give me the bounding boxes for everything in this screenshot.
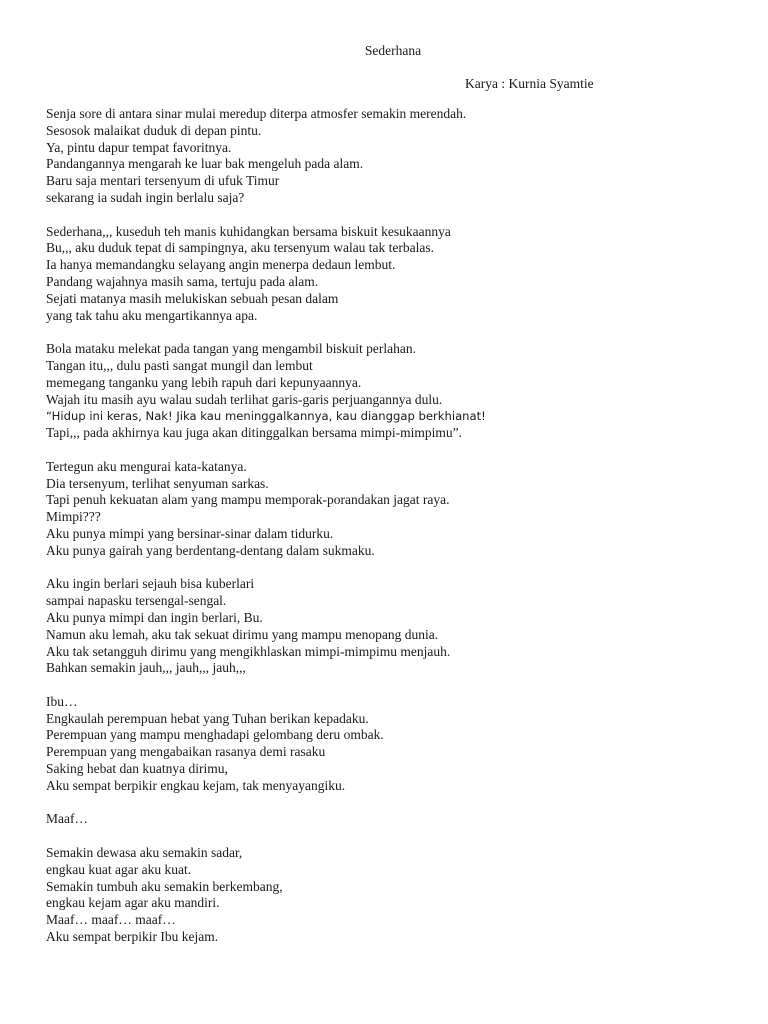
poem-line: Sederhana,,, kuseduh teh manis kuhidangkan bersama biskuit kesukaannya xyxy=(46,223,451,239)
poem-line: Aku punya mimpi dan ingin berlari, Bu. xyxy=(46,609,263,625)
poem-line: Tapi penuh kekuatan alam yang mampu memporak-porandakan jagat raya. xyxy=(46,492,450,508)
stanza-3 xyxy=(46,341,726,442)
poem-body xyxy=(46,106,726,963)
poem-line: sekarang ia sudah ingin berlalu saja? xyxy=(46,189,245,205)
quoted-line: Tapi,,, pada akhirnya kau juga akan ditinggalkan bersama mimpi-mimpimu”. xyxy=(46,425,462,441)
poem-line: memegang tanganku yang lebih rapuh dari kepunyaannya. xyxy=(46,374,362,390)
poem-line: Aku ingin berlari sejauh bisa kuberlari xyxy=(46,576,255,592)
poem-line: Aku tak setangguh dirimu yang mengikhlaskan mimpi-mimpimu menjauh. xyxy=(46,643,451,659)
poem-line: sampai napasku tersengal-sengal. xyxy=(46,593,227,609)
poem-line: engkau kejam agar aku mandiri. xyxy=(46,895,220,911)
poem-line: Sejati matanya masih melukiskan sebuah pesan dalam xyxy=(46,290,339,306)
poem-line: Semakin tumbuh aku semakin berkembang, xyxy=(46,878,283,894)
poem-line: Senja sore di antara sinar mulai meredup diterpa atmosfer semakin merendah. xyxy=(46,106,467,121)
poem-line: Pandang wajahnya masih sama, tertuju pada alam. xyxy=(46,273,319,289)
poem-line: Ia hanya memandangku selayang angin menerpa dedaun lembut. xyxy=(46,257,396,273)
poem-line: Dia tersenyum, terlihat senyuman sarkas. xyxy=(46,475,269,491)
poem-line: Perempuan yang mampu menghadapi gelombang deru ombak. xyxy=(46,727,384,743)
poem-line: Aku punya gairah yang berdentang-dentang dalam sukmaku. xyxy=(46,542,375,558)
stanza-6 xyxy=(46,694,726,795)
poem-line: yang tak tahu aku mengartikannya apa. xyxy=(46,307,258,323)
poem-line: Perempuan yang mengabaikan rasanya demi rasaku xyxy=(46,744,326,760)
poem-line: Engkaulah perempuan hebat yang Tuhan berikan kepadaku. xyxy=(46,710,369,726)
poem-line: Semakin dewasa aku semakin sadar, xyxy=(46,845,243,861)
stanza-1 xyxy=(46,106,726,207)
poem-line: Bahkan semakin jauh,,, jauh,,, jauh,,, xyxy=(46,660,246,676)
poem-line: Bola mataku melekat pada tangan yang mengambil biskuit perlahan. xyxy=(46,341,417,357)
poem-line: Tangan itu,,, dulu pasti sangat mungil dan lembut xyxy=(46,357,313,373)
poem-line: Pandangannya mengarah ke luar bak mengeluh pada alam. xyxy=(46,156,364,172)
poem-line: Wajah itu masih ayu walau sudah terlihat garis-garis perjuangannya dulu. xyxy=(46,391,443,407)
poem-line: Maaf… maaf… maaf… xyxy=(46,912,176,928)
quoted-line: “Hidup ini keras, Nak! Jika kau meninggalkannya, kau dianggap berkhianat! xyxy=(46,409,486,424)
stanza-5 xyxy=(46,576,726,677)
poem-line: Saking hebat dan kuatnya dirimu, xyxy=(46,761,228,777)
poem-title: Sederhana xyxy=(364,43,422,58)
poem-line: Mimpi??? xyxy=(46,509,101,525)
stanza-2 xyxy=(46,224,726,325)
poem-line: Ya, pintu dapur tempat favoritnya. xyxy=(46,139,232,155)
poem-line: Aku sempat berpikir Ibu kejam. xyxy=(46,929,219,945)
poem-line: Ibu… xyxy=(46,693,78,709)
stanza-4 xyxy=(46,459,726,560)
poem-line: Bu,,, aku duduk tepat di sampingnya, aku tersenyum walau tak terbalas. xyxy=(46,240,435,256)
author-line: Karya : Kurnia Syamtie xyxy=(465,76,594,91)
poem-line: Namun aku lemah, aku tak sekuat dirimu yang mampu menopang dunia. xyxy=(46,626,439,642)
poem-line: Sesosok malaikat duduk di depan pintu. xyxy=(46,122,262,138)
stanza-7 xyxy=(46,811,726,828)
poem-line: Aku punya mimpi yang bersinar-sinar dalam tidurku. xyxy=(46,525,334,541)
poem-line: Aku sempat berpikir engkau kejam, tak menyayangiku. xyxy=(46,777,346,793)
poem-line: engkau kuat agar aku kuat. xyxy=(46,861,192,877)
poem-line: Maaf… xyxy=(46,811,88,827)
poem-line: Tertegun aku mengurai kata-katanya. xyxy=(46,458,247,474)
poem-line: Baru saja mentari tersenyum di ufuk Timur xyxy=(46,173,280,189)
stanza-8 xyxy=(46,845,726,946)
